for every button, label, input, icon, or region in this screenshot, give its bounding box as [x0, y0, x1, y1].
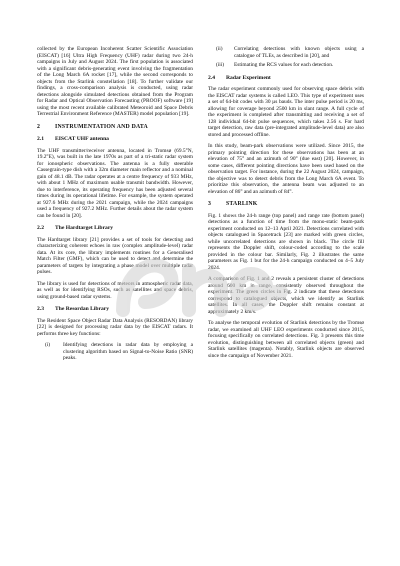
list-marker: (iii)	[216, 62, 225, 68]
section-heading-instrumentation	[37, 124, 193, 131]
list-text: Correlating detections with known objects using a catalogue of TLEs, as described in [20], and	[234, 46, 364, 59]
section-number: 3	[208, 201, 212, 207]
list-item	[37, 342, 193, 362]
subsection-number: 2.3	[37, 306, 44, 312]
resordan-function-list	[37, 342, 193, 362]
list-text: Estimating the RCS values for each detection.	[234, 62, 334, 68]
intro-paragraph: collected by the European Incoherent Scatter Scientific Association (EISCAT) [16] Ultra High Frequency (UHF) radar during two 24-h campaigns in July and August 2024. The first population is associated with a significant debris-generating event involving the fragmentation of the Long March 6A rocket [17], while the second corresponds to objects from the Starlink constellation [18]. To further validate our findings, a cross-comparison analysis is conducted, using radar detections alongside simulated detections obtained from the Program for Radar and Optical Observation Forecasting (PROOF) software [19] using the most recent available calibrated Meteoroid and Space Debris Terrestrial Environment Reference (MASTER) model population [19].	[37, 46, 193, 117]
radar-experiment-paragraph-2: In this study, beam-park observations were utilized. Since 2015, the primary pointing direction for these observations has been at an elevation of 75° and an azimuth of 90° (due east) [20]. However, in some cases, different pointing directions have been used based on the observation target. For instance, during the 22 August 2024, campaign, the objective was to detect debris from the Long March 6A event. To prioritize this observation, the antenna beam was adjusted to an elevation of 86° and an azimuth of 84°.	[208, 143, 364, 195]
starlink-paragraph-3: To analyse the temporal evolution of Starlink detections by the Tromsø radar, we examined all UHF LEO experiments conducted since 2015, focusing specifically on correlated detections. Fig. 3 presents this time evolution, distinguishing between all correlated objects (green) and Starlink satellites (magenta). Notably, Starlink objects are observed since the campaign of November 2021.	[208, 320, 364, 359]
subsection-title: The Hardtarget Library	[55, 225, 114, 231]
list-item	[208, 46, 364, 59]
left-column	[37, 46, 193, 367]
right-column	[208, 46, 364, 364]
subsection-heading-eiscat	[37, 136, 193, 143]
subsection-title: EISCAT UHF antenna	[55, 136, 109, 142]
subsection-heading-radar-experiment	[208, 75, 364, 82]
list-item	[208, 62, 364, 69]
starlink-paragraph-2: A comparison of Fig. 1 and 2 reveals a persistent cluster of detections around 600 km in range, consistently observed throughout the experiment. The green circles in Fig. 2 indicate that these detections correspond to catalogued objects, which we identify as Starlink satellites. In all cases, the Doppler shift remains constant at approximately 2 km/s.	[208, 276, 364, 315]
section-heading-starlink	[208, 201, 364, 208]
section-title: INSTRUMENTATION AND DATA	[55, 123, 148, 130]
subsection-number: 2.4	[208, 74, 215, 81]
section-title: STARLINK	[226, 201, 258, 207]
subsection-heading-hardtarget	[37, 225, 193, 232]
subsection-heading-resordan	[37, 306, 193, 313]
resordan-paragraph: The Resident Space Object Radar Data Analysis (RESORDAN) library [22] is designed for processing radar data by the EISCAT radars. It performs three key functions:	[37, 317, 193, 337]
radar-experiment-paragraph-1: The radar experiment commonly used for observing space debris with the EISCAT radar systems is called LEO. This type of experiment uses a set of 64-bit codes with 30 µs bauds. The inter pulse period is 20 ms, allowing for coverage beyond 2500 km in slant range. A full cycle of the experiment is completed after transmitting and receiving a set of 128 individual 64-bit pulse sequences, which takes 2.56 s. For hard target detection, raw data (pre-integrated amplitude-level data) are also stored and processed offline.	[208, 86, 364, 138]
list-marker: (i)	[45, 342, 51, 348]
section-number: 2	[37, 123, 41, 130]
resordan-function-list-continued	[208, 46, 364, 69]
subsection-title: The Resordan Library	[55, 306, 110, 312]
subsection-title: Radar Experiment	[226, 74, 271, 81]
subsection-number: 2.2	[37, 225, 44, 231]
hardtarget-paragraph-1: The Hardtarget library [21] provides a set of tools for detecting and characterizing coherent echoes in raw (complex amplitude-level) radar data. At its core, the library implements routines for a Generalised Match Filter (GMF), which can be used to detect and determine the parameters of targets by integrating a phase model over multiple radar pulses.	[37, 236, 193, 275]
subsection-number: 2.1	[37, 136, 44, 142]
hardtarget-paragraph-2: The library is used for detections of meteors in atmospheric radar data, as well as for identifying RSOs, such as satellites and space debris, using ground-based radar systems.	[37, 280, 193, 300]
list-marker: (ii)	[216, 46, 223, 52]
eiscat-paragraph: The UHF transmitter/receiver antenna, located in Tromsø (69.5°N, 19.2°E), was built in the late 1970s as part of a tri-static radar system for ionospheric observations. The antenna is a fully steerable Cassegrain-type dish with a 32m diameter main reflector and a nominal gain of 48.1 dB. The radar operates at a centre frequency of 933 MHz, with about 1 MHz of maximum usable transmit bandwidth. However, due to interference, its operating frequency has been adjusted several times during its operational lifetime. For example, the system operated at 927.6 MHz during the 2021 campaign, while the 2024 campaigns used a frequency of 927.2 MHz. Further details about the radar system can be found in [20].	[37, 147, 193, 219]
list-text: Identifying detections in radar data by employing a clustering algorithm based on Signal-to-Noise Ratio (SNR) peaks.	[63, 342, 193, 361]
starlink-paragraph-1: Fig. 1 shows the 24-h range (top panel) and range rate (bottom panel) detections as a function of time from the mono-static beam-park experiment conducted on 12–13 April 2021. Detections correlated with objects catalogued in Spacetrack [23] are marked with green circles, while uncorrelated detections are shown in black. The circle fill represents the Doppler shift, colour-coded according to the scale provided in the colour bar. Similarly, Fig. 2 illustrates the same parameters as Fig. 1 but for the 24-h campaign conducted on 4–5 July 2024.	[208, 212, 364, 271]
